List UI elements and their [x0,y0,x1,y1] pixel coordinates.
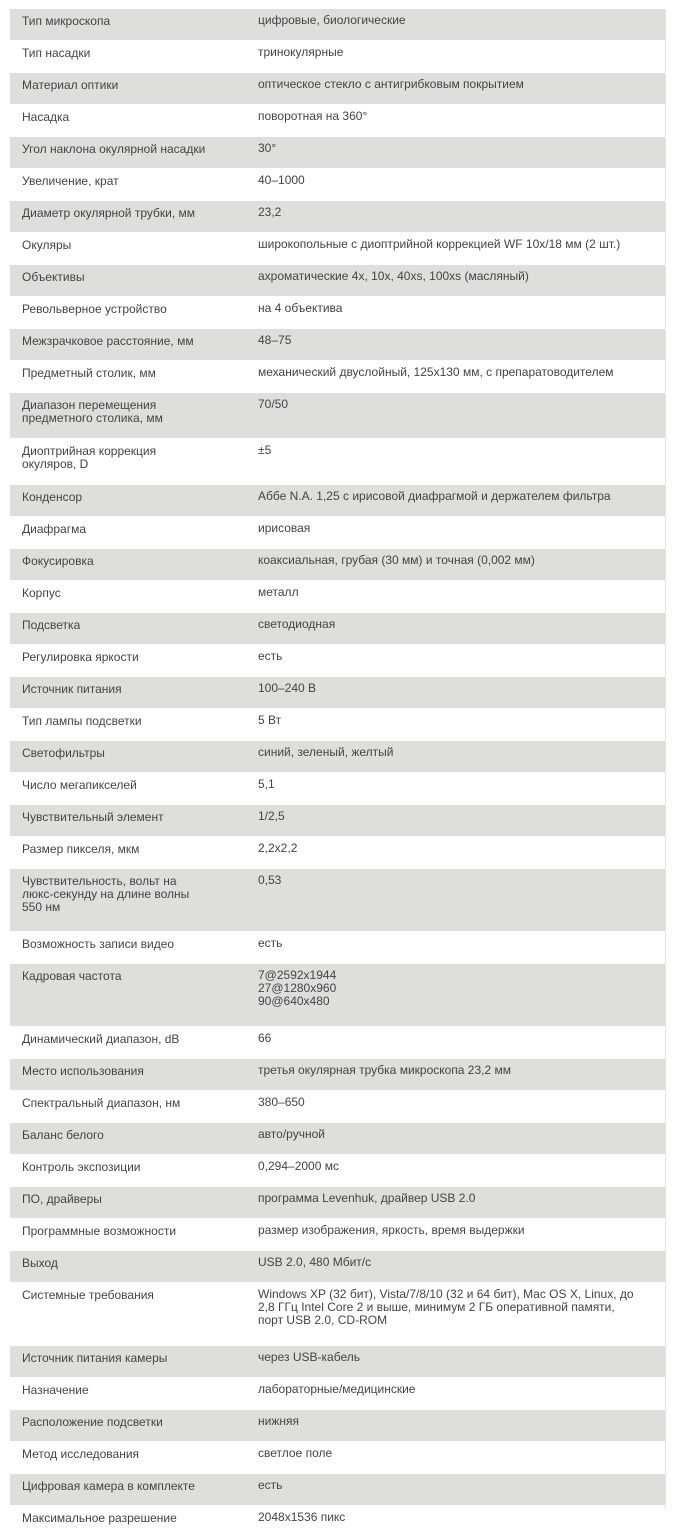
spec-row [10,581,666,613]
spec-label: Место использования [10,1059,256,1091]
spec-label: Диафрагма [10,517,256,549]
spec-row [10,1506,666,1538]
spec-value: механический двуслойный, 125x130 мм, с препаратоводителем [256,361,666,393]
spec-row [10,1091,666,1123]
spec-label: Программные возможности [10,1219,256,1251]
spec-value: цифровые, биологические [256,9,666,41]
spec-label: Чувствительность, вольт на люкс-секунду на длине волны 550 нм [10,869,256,932]
spec-value: 2,2x2,2 [256,837,666,869]
spec-row [10,549,666,581]
spec-value: лабораторные/медицинские [256,1378,666,1410]
spec-value: на 4 объектива [256,297,666,329]
spec-label: Спектральный диапазон, нм [10,1091,256,1123]
spec-label: Корпус [10,581,256,613]
spec-row [10,773,666,805]
spec-value: оптическое стекло с антигрибковым покрытием [256,73,666,105]
spec-value: 30° [256,137,666,169]
spec-label: Регулировка яркости [10,645,256,677]
spec-row [10,1442,666,1474]
spec-value: размер изображения, яркость, время выдержки [256,1219,666,1251]
spec-value: поворотная на 360° [256,105,666,137]
spec-value: 0,294–2000 мс [256,1155,666,1187]
spec-value: светодиодная [256,613,666,645]
spec-row [10,677,666,709]
spec-row [10,932,666,964]
spec-row [10,105,666,137]
spec-value: Windows XP (32 бит), Vista/7/8/10 (32 и 64 бит), Mac OS X, Linux, до 2,8 ГГц Intel Core 2 и выше, минимум 2 ГБ оперативной памяти, порт USB 2.0, CD-ROM [256,1283,666,1346]
spec-label: Окуляры [10,233,256,265]
spec-value: 48–75 [256,329,666,361]
spec-label: Метод исследования [10,1442,256,1474]
spec-row [10,1155,666,1187]
spec-label: Тип микроскопа [10,9,256,41]
spec-value: нижняя [256,1410,666,1442]
spec-label: Диапазон перемещения предметного столика, мм [10,393,256,439]
spec-value: тринокулярные [256,41,666,73]
specifications-table [10,9,666,1538]
spec-value: ирисовая [256,517,666,549]
spec-value: ахроматические 4x, 10x, 40xs, 100xs (масляный) [256,265,666,297]
spec-row [10,233,666,265]
spec-label: Увеличение, крат [10,169,256,201]
spec-label: Максимальное разрешение [10,1506,256,1538]
spec-value: металл [256,581,666,613]
spec-value: USB 2.0, 480 Мбит/с [256,1251,666,1283]
spec-row [10,439,666,485]
spec-row [10,1027,666,1059]
spec-value: 7@2592x1944 27@1280x960 90@640x480 [256,964,666,1027]
spec-row [10,964,666,1027]
spec-value: 1/2,5 [256,805,666,837]
spec-row [10,297,666,329]
spec-value: 100–240 В [256,677,666,709]
spec-value: 70/50 [256,393,666,439]
spec-value: 0,53 [256,869,666,932]
spec-label: Кадровая частота [10,964,256,1027]
spec-label: Тип насадки [10,41,256,73]
spec-row [10,1187,666,1219]
spec-label: Чувствительный элемент [10,805,256,837]
spec-label: Динамический диапазон, dB [10,1027,256,1059]
spec-value: 2048x1536 пикс [256,1506,666,1538]
spec-row [10,1474,666,1506]
spec-label: Угол наклона окулярной насадки [10,137,256,169]
spec-row [10,1219,666,1251]
spec-label: Предметный столик, мм [10,361,256,393]
spec-label: Число мегапикселей [10,773,256,805]
spec-label: Расположение подсветки [10,1410,256,1442]
spec-label: Выход [10,1251,256,1283]
spec-label: Диоптрийная коррекция окуляров, D [10,439,256,485]
spec-label: Размер пикселя, мкм [10,837,256,869]
spec-value: есть [256,932,666,964]
spec-row [10,1410,666,1442]
spec-label: Межзрачковое расстояние, мм [10,329,256,361]
spec-row [10,169,666,201]
spec-label: Материал оптики [10,73,256,105]
spec-row [10,9,666,41]
spec-value: 66 [256,1027,666,1059]
spec-row [10,361,666,393]
spec-label: ПО, драйверы [10,1187,256,1219]
spec-value: 5 Вт [256,709,666,741]
spec-row [10,1378,666,1410]
spec-value: синий, зеленый, желтый [256,741,666,773]
spec-row [10,393,666,439]
spec-label: Насадка [10,105,256,137]
spec-row [10,613,666,645]
spec-value: 23,2 [256,201,666,233]
spec-value: есть [256,1474,666,1506]
spec-row [10,265,666,297]
spec-row [10,329,666,361]
spec-label: Источник питания камеры [10,1346,256,1378]
spec-label: Конденсор [10,485,256,517]
spec-label: Контроль экспозиции [10,1155,256,1187]
spec-row [10,837,666,869]
spec-label: Назначение [10,1378,256,1410]
spec-row [10,741,666,773]
spec-row [10,201,666,233]
spec-value: 40–1000 [256,169,666,201]
spec-row [10,869,666,932]
spec-value: через USB-кабель [256,1346,666,1378]
spec-label: Системные требования [10,1283,256,1346]
spec-row [10,1059,666,1091]
spec-label: Возможность записи видео [10,932,256,964]
spec-label: Подсветка [10,613,256,645]
spec-label: Диаметр окулярной трубки, мм [10,201,256,233]
spec-value: третья окулярная трубка микроскопа 23,2 мм [256,1059,666,1091]
spec-value: светлое поле [256,1442,666,1474]
spec-row [10,805,666,837]
spec-row [10,137,666,169]
spec-row [10,1123,666,1155]
spec-label: Источник питания [10,677,256,709]
spec-value: 5,1 [256,773,666,805]
spec-value: есть [256,645,666,677]
spec-label: Фокусировка [10,549,256,581]
spec-value: коаксиальная, грубая (30 мм) и точная (0,002 мм) [256,549,666,581]
spec-row [10,73,666,105]
spec-label: Светофильтры [10,741,256,773]
spec-label: Тип лампы подсветки [10,709,256,741]
spec-row [10,645,666,677]
spec-label: Цифровая камера в комплекте [10,1474,256,1506]
spec-value: ±5 [256,439,666,485]
spec-value: широкопольные с диоптрийной коррекцией WF 10x/18 мм (2 шт.) [256,233,666,265]
spec-label: Объективы [10,265,256,297]
spec-row [10,1251,666,1283]
spec-row [10,485,666,517]
spec-value: Аббе N.A. 1,25 с ирисовой диафрагмой и держателем фильтра [256,485,666,517]
spec-row [10,1283,666,1346]
spec-label: Баланс белого [10,1123,256,1155]
spec-label: Револьверное устройство [10,297,256,329]
spec-value: 380–650 [256,1091,666,1123]
spec-row [10,709,666,741]
spec-value: программа Levenhuk, драйвер USB 2.0 [256,1187,666,1219]
spec-row [10,1346,666,1378]
spec-value: авто/ручной [256,1123,666,1155]
spec-row [10,517,666,549]
specifications-body [10,9,666,1538]
spec-row [10,41,666,73]
